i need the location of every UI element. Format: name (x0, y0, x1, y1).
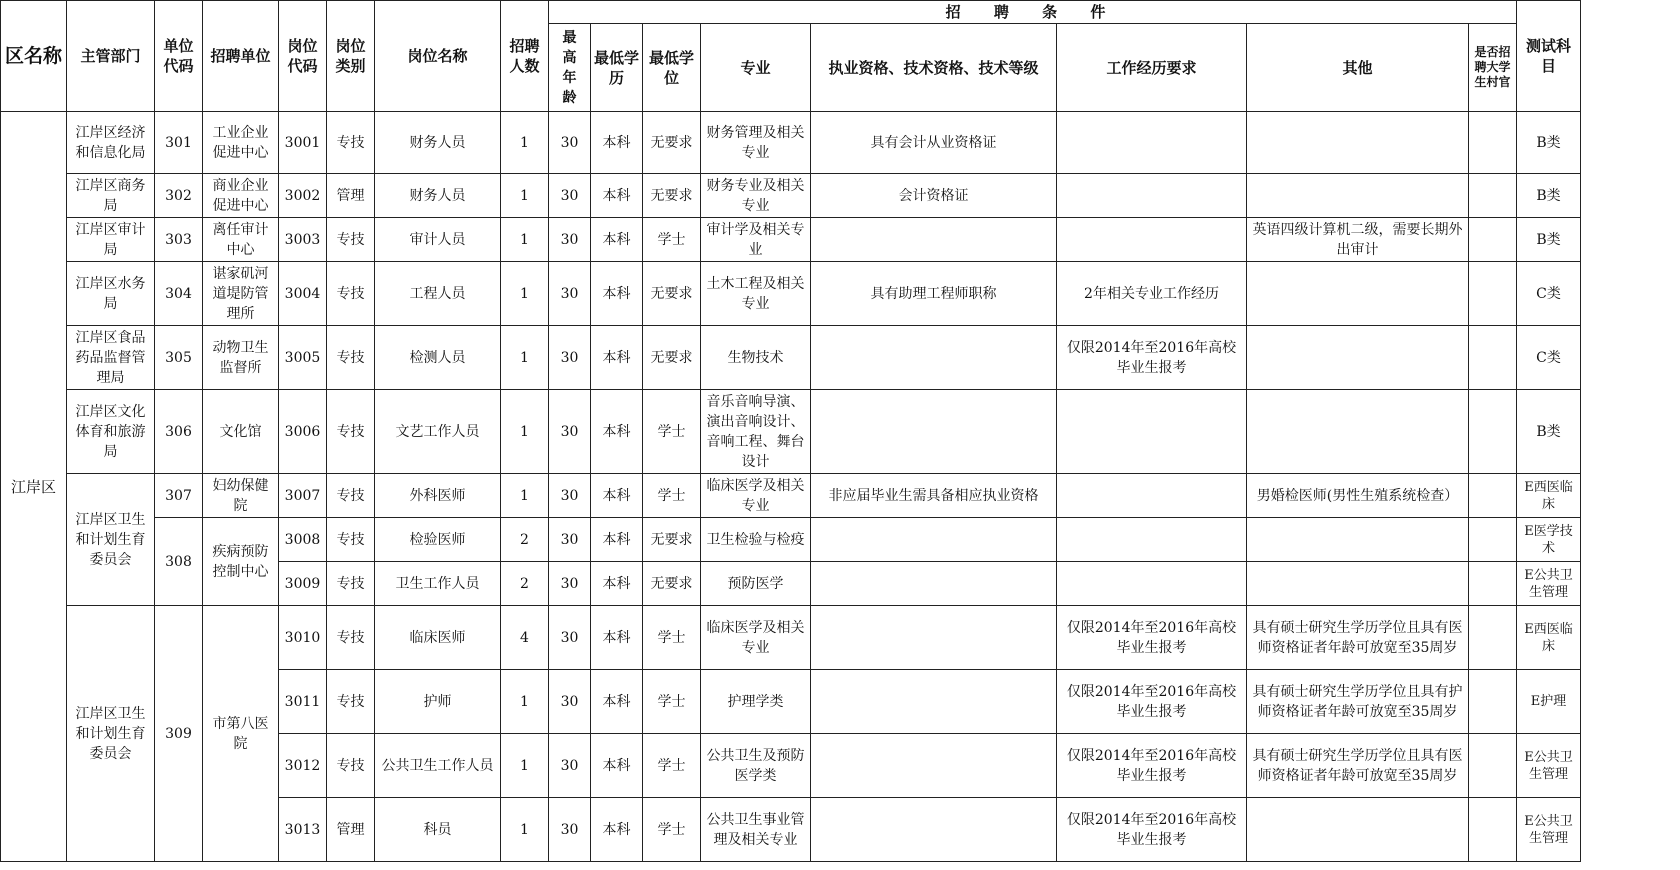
edu-cell: 本科 (591, 562, 643, 606)
pos-code-cell: 3010 (279, 606, 327, 670)
count-cell: 4 (501, 606, 549, 670)
other-cell: 具有硕士研究生学历学位且具有医师资格证者年龄可放宽至35周岁 (1247, 734, 1469, 798)
experience-cell (1057, 174, 1247, 218)
experience-cell (1057, 112, 1247, 174)
header-pos-type: 岗位类别 (327, 1, 375, 112)
other-cell (1247, 112, 1469, 174)
age-cell: 30 (549, 798, 591, 862)
subject-cell: E公共卫生管理 (1517, 562, 1581, 606)
count-cell: 1 (501, 474, 549, 518)
pos-type-cell: 专技 (327, 474, 375, 518)
pos-code-cell: 3012 (279, 734, 327, 798)
qualification-cell (811, 518, 1057, 562)
pos-type-cell: 专技 (327, 326, 375, 390)
edu-cell: 本科 (591, 326, 643, 390)
other-cell (1247, 390, 1469, 474)
other-cell (1247, 798, 1469, 862)
edu-cell: 本科 (591, 390, 643, 474)
degree-cell: 学士 (643, 670, 701, 734)
degree-cell: 无要求 (643, 518, 701, 562)
other-cell: 男婚检医师(男性生殖系统检查） (1247, 474, 1469, 518)
qualification-cell: 具有助理工程师职称 (811, 262, 1057, 326)
experience-cell: 仅限2014年至2016年高校毕业生报考 (1057, 326, 1247, 390)
pos-code-cell: 3007 (279, 474, 327, 518)
pos-name-cell: 卫生工作人员 (375, 562, 501, 606)
degree-cell: 无要求 (643, 262, 701, 326)
pos-code-cell: 3008 (279, 518, 327, 562)
edu-cell: 本科 (591, 798, 643, 862)
qualification-cell (811, 670, 1057, 734)
pos-name-cell: 财务人员 (375, 174, 501, 218)
count-cell: 1 (501, 174, 549, 218)
header-degree: 最低学位 (643, 24, 701, 112)
header-unit-code: 单位代码 (155, 1, 203, 112)
unit-code-cell: 306 (155, 390, 203, 474)
qualification-cell (811, 218, 1057, 262)
unit-code-cell: 301 (155, 112, 203, 174)
edu-cell: 本科 (591, 734, 643, 798)
count-cell: 1 (501, 262, 549, 326)
major-cell: 土木工程及相关专业 (701, 262, 811, 326)
degree-cell: 学士 (643, 474, 701, 518)
village-cell (1469, 670, 1517, 734)
degree-cell: 无要求 (643, 174, 701, 218)
degree-cell: 学士 (643, 798, 701, 862)
header-unit: 招聘单位 (203, 1, 279, 112)
major-cell: 临床医学及相关专业 (701, 606, 811, 670)
header-conditions: 招 聘 条 件 (549, 1, 1517, 24)
village-cell (1469, 326, 1517, 390)
major-cell: 生物技术 (701, 326, 811, 390)
header-major: 专业 (701, 24, 811, 112)
age-cell: 30 (549, 174, 591, 218)
pos-name-cell: 审计人员 (375, 218, 501, 262)
unit-cell: 谌家矶河道堤防管理所 (203, 262, 279, 326)
edu-cell: 本科 (591, 670, 643, 734)
pos-type-cell: 专技 (327, 112, 375, 174)
village-cell (1469, 390, 1517, 474)
degree-cell: 学士 (643, 218, 701, 262)
pos-name-cell: 文艺工作人员 (375, 390, 501, 474)
degree-cell: 学士 (643, 734, 701, 798)
age-cell: 30 (549, 262, 591, 326)
unit-code-cell: 309 (155, 606, 203, 862)
header-pos-code: 岗位代码 (279, 1, 327, 112)
pos-code-cell: 3005 (279, 326, 327, 390)
major-cell: 公共卫生及预防医学类 (701, 734, 811, 798)
experience-cell (1057, 562, 1247, 606)
qualification-cell (811, 734, 1057, 798)
dept-cell: 江岸区食品药品监督管理局 (67, 326, 155, 390)
subject-cell: C类 (1517, 262, 1581, 326)
degree-cell: 学士 (643, 390, 701, 474)
pos-name-cell: 临床医师 (375, 606, 501, 670)
district-cell: 江岸区 (1, 112, 67, 862)
pos-type-cell: 管理 (327, 798, 375, 862)
village-cell (1469, 174, 1517, 218)
unit-code-cell: 305 (155, 326, 203, 390)
header-subject: 测试科目 (1517, 1, 1581, 112)
unit-cell: 市第八医院 (203, 606, 279, 862)
table-row (1, 518, 1581, 562)
pos-code-cell: 3003 (279, 218, 327, 262)
count-cell: 1 (501, 798, 549, 862)
village-cell (1469, 798, 1517, 862)
subject-cell: C类 (1517, 326, 1581, 390)
village-cell (1469, 606, 1517, 670)
unit-code-cell: 303 (155, 218, 203, 262)
pos-type-cell: 管理 (327, 174, 375, 218)
header-other: 其他 (1247, 24, 1469, 112)
edu-cell: 本科 (591, 518, 643, 562)
experience-cell (1057, 218, 1247, 262)
major-cell: 财务专业及相关专业 (701, 174, 811, 218)
other-cell (1247, 326, 1469, 390)
pos-type-cell: 专技 (327, 390, 375, 474)
pos-code-cell: 3009 (279, 562, 327, 606)
count-cell: 1 (501, 326, 549, 390)
header-qualification: 执业资格、技术资格、技术等级 (811, 24, 1057, 112)
table-row (1, 174, 1581, 218)
header-age: 最高年龄 (549, 24, 591, 112)
unit-cell: 疾病预防控制中心 (203, 518, 279, 606)
pos-type-cell: 专技 (327, 562, 375, 606)
experience-cell: 仅限2014年至2016年高校毕业生报考 (1057, 670, 1247, 734)
major-cell: 护理学类 (701, 670, 811, 734)
age-cell: 30 (549, 670, 591, 734)
experience-cell: 仅限2014年至2016年高校毕业生报考 (1057, 734, 1247, 798)
qualification-cell (811, 606, 1057, 670)
village-cell (1469, 112, 1517, 174)
age-cell: 30 (549, 474, 591, 518)
unit-cell: 文化馆 (203, 390, 279, 474)
header-dept: 主管部门 (67, 1, 155, 112)
other-cell: 具有硕士研究生学历学位且具有医师资格证者年龄可放宽至35周岁 (1247, 606, 1469, 670)
table-row (1, 326, 1581, 390)
unit-code-cell: 308 (155, 518, 203, 606)
header-pos-name: 岗位名称 (375, 1, 501, 112)
count-cell: 1 (501, 390, 549, 474)
qualification-cell: 会计资格证 (811, 174, 1057, 218)
unit-cell: 动物卫生监督所 (203, 326, 279, 390)
pos-code-cell: 3011 (279, 670, 327, 734)
pos-type-cell: 专技 (327, 218, 375, 262)
pos-name-cell: 外科医师 (375, 474, 501, 518)
subject-cell: E西医临床 (1517, 606, 1581, 670)
unit-code-cell: 307 (155, 474, 203, 518)
pos-name-cell: 护师 (375, 670, 501, 734)
degree-cell: 无要求 (643, 112, 701, 174)
header-village: 是否招聘大学生村官 (1469, 24, 1517, 112)
unit-cell: 妇幼保健院 (203, 474, 279, 518)
pos-type-cell: 专技 (327, 262, 375, 326)
pos-name-cell: 工程人员 (375, 262, 501, 326)
major-cell: 音乐音响导演、演出音响设计、音响工程、舞台设计 (701, 390, 811, 474)
village-cell (1469, 218, 1517, 262)
subject-cell: B类 (1517, 218, 1581, 262)
major-cell: 审计学及相关专业 (701, 218, 811, 262)
count-cell: 1 (501, 734, 549, 798)
pos-name-cell: 公共卫生工作人员 (375, 734, 501, 798)
table-row (1, 474, 1581, 518)
pos-code-cell: 3006 (279, 390, 327, 474)
pos-type-cell: 专技 (327, 670, 375, 734)
dept-cell: 江岸区卫生和计划生育委员会 (67, 474, 155, 606)
age-cell: 30 (549, 390, 591, 474)
table-row (1, 112, 1581, 174)
subject-cell: B类 (1517, 174, 1581, 218)
other-cell: 具有硕士研究生学历学位且具有护师资格证者年龄可放宽至35周岁 (1247, 670, 1469, 734)
subject-cell: E公共卫生管理 (1517, 798, 1581, 862)
degree-cell: 学士 (643, 606, 701, 670)
age-cell: 30 (549, 518, 591, 562)
village-cell (1469, 562, 1517, 606)
count-cell: 1 (501, 670, 549, 734)
unit-cell: 工业企业促进中心 (203, 112, 279, 174)
pos-type-cell: 专技 (327, 606, 375, 670)
pos-code-cell: 3004 (279, 262, 327, 326)
pos-code-cell: 3002 (279, 174, 327, 218)
table-row (1, 262, 1581, 326)
qualification-cell (811, 562, 1057, 606)
village-cell (1469, 474, 1517, 518)
major-cell: 临床医学及相关专业 (701, 474, 811, 518)
edu-cell: 本科 (591, 112, 643, 174)
age-cell: 30 (549, 734, 591, 798)
other-cell (1247, 562, 1469, 606)
pos-code-cell: 3001 (279, 112, 327, 174)
major-cell: 公共卫生事业管理及相关专业 (701, 798, 811, 862)
major-cell: 财务管理及相关专业 (701, 112, 811, 174)
village-cell (1469, 734, 1517, 798)
dept-cell: 江岸区商务局 (67, 174, 155, 218)
age-cell: 30 (549, 326, 591, 390)
age-cell: 30 (549, 112, 591, 174)
table-row (1, 606, 1581, 670)
subject-cell: E医学技术 (1517, 518, 1581, 562)
major-cell: 卫生检验与检疫 (701, 518, 811, 562)
unit-code-cell: 302 (155, 174, 203, 218)
edu-cell: 本科 (591, 218, 643, 262)
pos-name-cell: 检测人员 (375, 326, 501, 390)
qualification-cell: 非应届毕业生需具备相应执业资格 (811, 474, 1057, 518)
pos-code-cell: 3013 (279, 798, 327, 862)
count-cell: 2 (501, 562, 549, 606)
subject-cell: E护理 (1517, 670, 1581, 734)
qualification-cell: 具有会计从业资格证 (811, 112, 1057, 174)
pos-type-cell: 专技 (327, 734, 375, 798)
other-cell (1247, 518, 1469, 562)
pos-name-cell: 检验医师 (375, 518, 501, 562)
subject-cell: B类 (1517, 112, 1581, 174)
pos-name-cell: 科员 (375, 798, 501, 862)
village-cell (1469, 262, 1517, 326)
dept-cell: 江岸区卫生和计划生育委员会 (67, 606, 155, 862)
age-cell: 30 (549, 562, 591, 606)
village-cell (1469, 518, 1517, 562)
other-cell (1247, 262, 1469, 326)
edu-cell: 本科 (591, 262, 643, 326)
other-cell: 英语四级计算机二级，需要长期外出审计 (1247, 218, 1469, 262)
header-edu: 最低学历 (591, 24, 643, 112)
edu-cell: 本科 (591, 174, 643, 218)
experience-cell (1057, 474, 1247, 518)
count-cell: 1 (501, 218, 549, 262)
count-cell: 2 (501, 518, 549, 562)
experience-cell: 仅限2014年至2016年高校毕业生报考 (1057, 606, 1247, 670)
experience-cell (1057, 390, 1247, 474)
header-count: 招聘人数 (501, 1, 549, 112)
subject-cell: E西医临床 (1517, 474, 1581, 518)
pos-type-cell: 专技 (327, 518, 375, 562)
degree-cell: 无要求 (643, 326, 701, 390)
age-cell: 30 (549, 606, 591, 670)
unit-cell: 商业企业促进中心 (203, 174, 279, 218)
table-row (1, 218, 1581, 262)
qualification-cell (811, 390, 1057, 474)
experience-cell: 2年相关专业工作经历 (1057, 262, 1247, 326)
degree-cell: 无要求 (643, 562, 701, 606)
dept-cell: 江岸区文化体育和旅游局 (67, 390, 155, 474)
qualification-cell (811, 798, 1057, 862)
major-cell: 预防医学 (701, 562, 811, 606)
count-cell: 1 (501, 112, 549, 174)
unit-cell: 离任审计中心 (203, 218, 279, 262)
other-cell (1247, 174, 1469, 218)
table-row (1, 390, 1581, 474)
pos-name-cell: 财务人员 (375, 112, 501, 174)
subject-cell: B类 (1517, 390, 1581, 474)
unit-code-cell: 304 (155, 262, 203, 326)
dept-cell: 江岸区水务局 (67, 262, 155, 326)
dept-cell: 江岸区经济和信息化局 (67, 112, 155, 174)
experience-cell: 仅限2014年至2016年高校毕业生报考 (1057, 798, 1247, 862)
qualification-cell (811, 326, 1057, 390)
subject-cell: E公共卫生管理 (1517, 734, 1581, 798)
experience-cell (1057, 518, 1247, 562)
edu-cell: 本科 (591, 606, 643, 670)
age-cell: 30 (549, 218, 591, 262)
dept-cell: 江岸区审计局 (67, 218, 155, 262)
header-district: 区名称 (1, 1, 67, 112)
header-experience: 工作经历要求 (1057, 24, 1247, 112)
edu-cell: 本科 (591, 474, 643, 518)
